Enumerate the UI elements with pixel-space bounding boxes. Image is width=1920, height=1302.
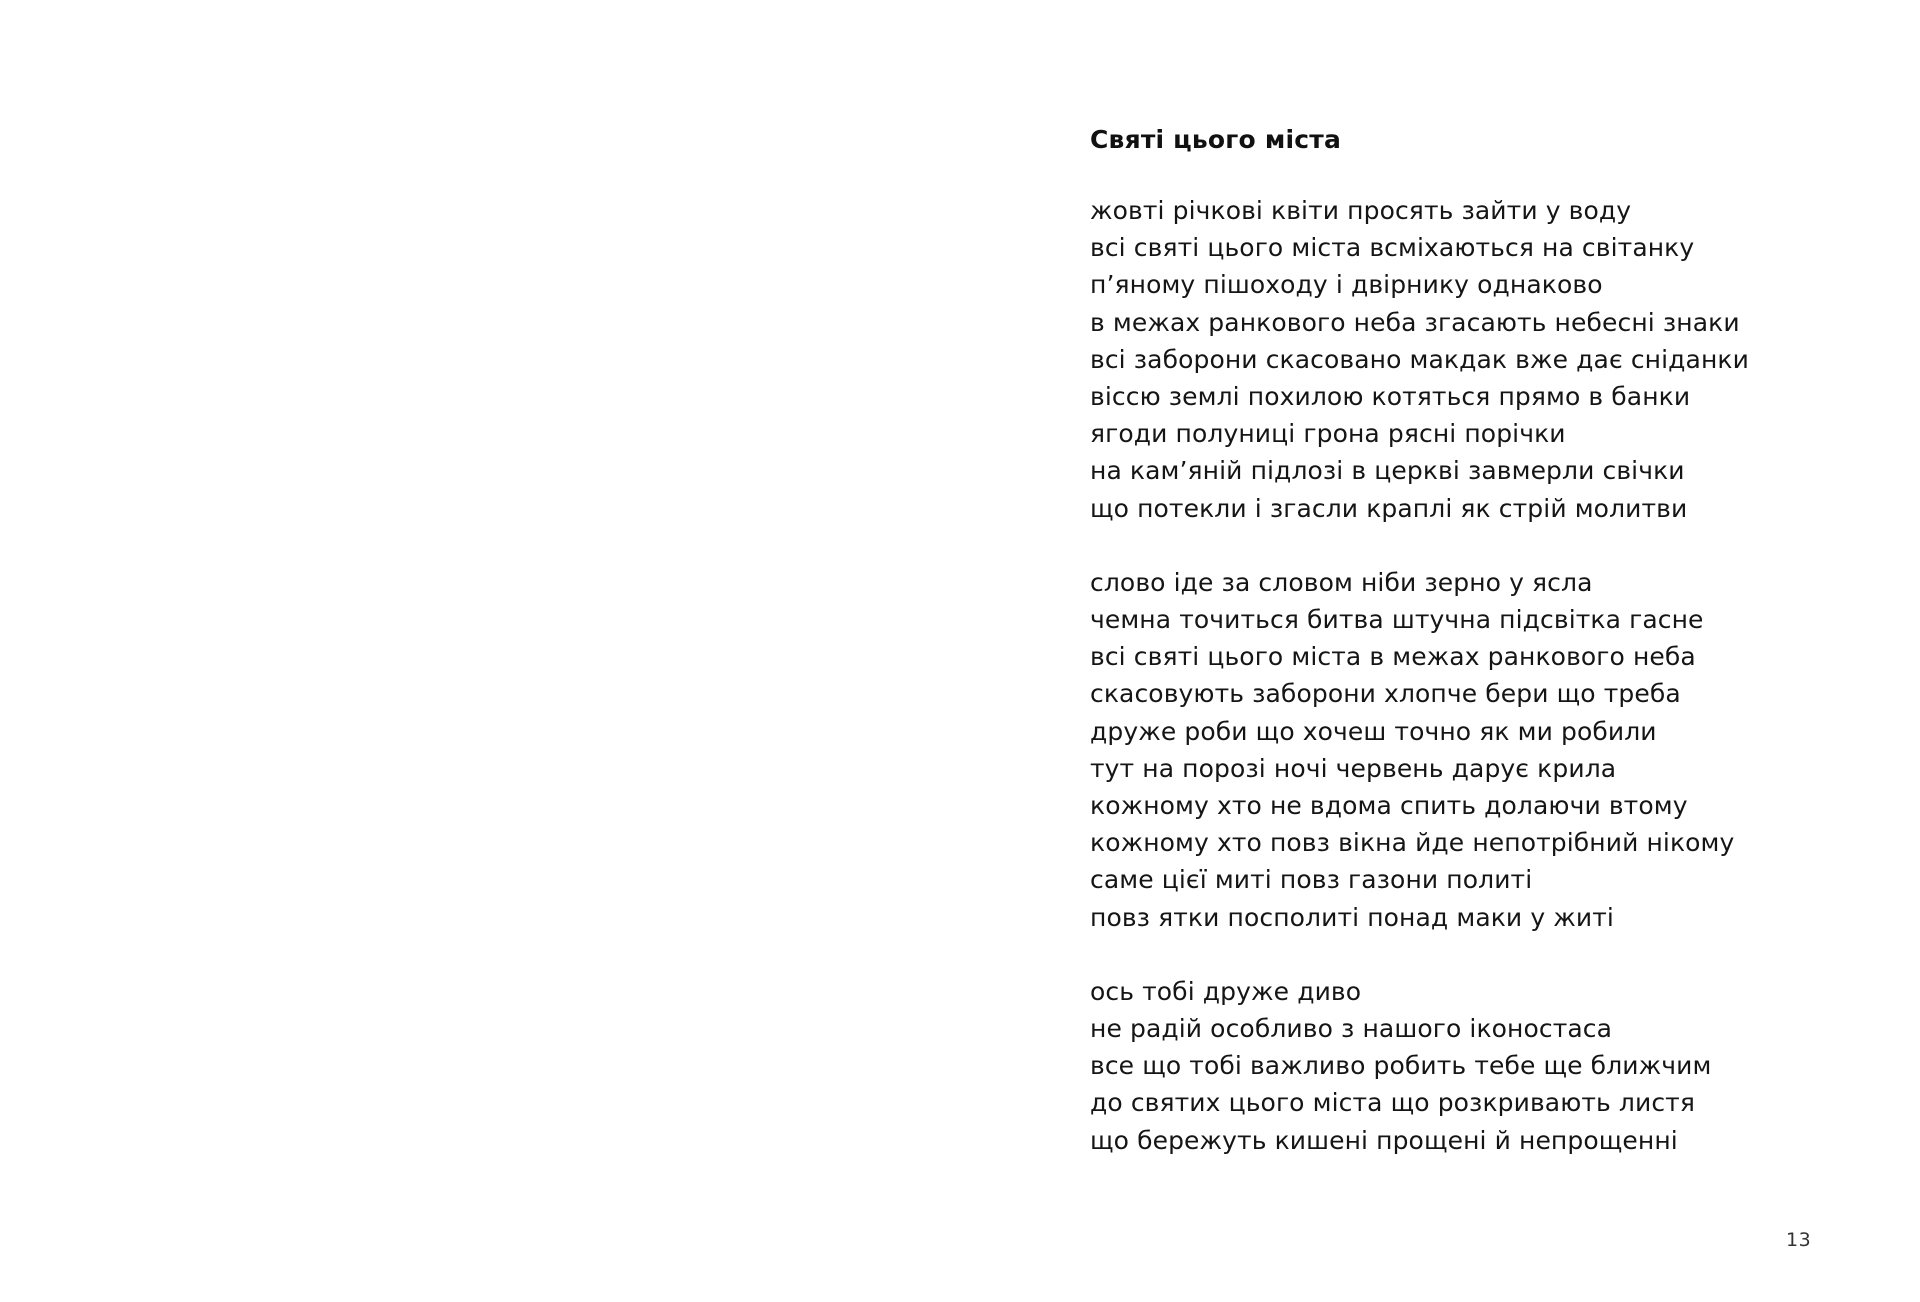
verse-line: все що тобі важливо робить тебе ще ближчим — [1090, 1051, 1712, 1081]
verse-line: що потекли і згасли краплі як стрій молитви — [1090, 493, 1688, 523]
stanza-1 — [1090, 192, 1850, 527]
stanza-2 — [1090, 564, 1850, 936]
verse-line: що бережуть кишені прощені й непрощенні — [1090, 1125, 1678, 1155]
verse-line: саме цієї миті повз газони политі — [1090, 865, 1533, 895]
verse-line: ягоди полуниці грона рясні порічки — [1090, 419, 1566, 449]
verse-line: слово іде за словом ніби зерно у ясла — [1090, 567, 1593, 597]
verse-line: повз ятки посполиті понад маки у житі — [1090, 902, 1614, 932]
verse-line: всі заборони скасовано макдак вже дає сніданки — [1090, 344, 1749, 374]
verse-line: друже роби що хочеш точно як ми робили — [1090, 716, 1657, 746]
verse-line: не радій особливо з нашого іконостаса — [1090, 1014, 1613, 1044]
verse-line: до святих цього міста що розкривають листя — [1090, 1088, 1695, 1118]
verse-line: чемна точиться битва штучна підсвітка гасне — [1090, 605, 1704, 635]
verse-line: п’яному пішоходу і двірнику однаково — [1090, 270, 1603, 300]
verse-line: всі святі цього міста в межах ранкового неба — [1090, 642, 1696, 672]
stanza-3 — [1090, 973, 1850, 1159]
verse-line: ось тобі друже диво — [1090, 976, 1362, 1006]
poem-title: Святі цього міста — [1090, 125, 1342, 154]
verse-line: всі святі цього міста всміхаються на світанку — [1090, 233, 1695, 263]
right-page — [960, 0, 1920, 1302]
verse-line: віссю землі похилою котяться прямо в банки — [1090, 382, 1691, 412]
verse-line: тут на порозі ночі червень дарує крила — [1090, 753, 1617, 783]
verse-line: кожному хто повз вікна йде непотрібний нікому — [1090, 828, 1735, 858]
verse-line: в межах ранкового неба згасають небесні знаки — [1090, 307, 1740, 337]
page-number: 13 — [1786, 1229, 1812, 1251]
verse-line: скасовують заборони хлопче бери що треба — [1090, 679, 1681, 709]
verse-line: жовті річкові квіти просять зайти у воду — [1090, 196, 1632, 225]
verse-line: кожному хто не вдома спить долаючи втому — [1090, 791, 1688, 821]
verse-line: на кам’яній підлозі в церкві завмерли свічки — [1090, 456, 1685, 486]
poem — [1090, 118, 1850, 1159]
